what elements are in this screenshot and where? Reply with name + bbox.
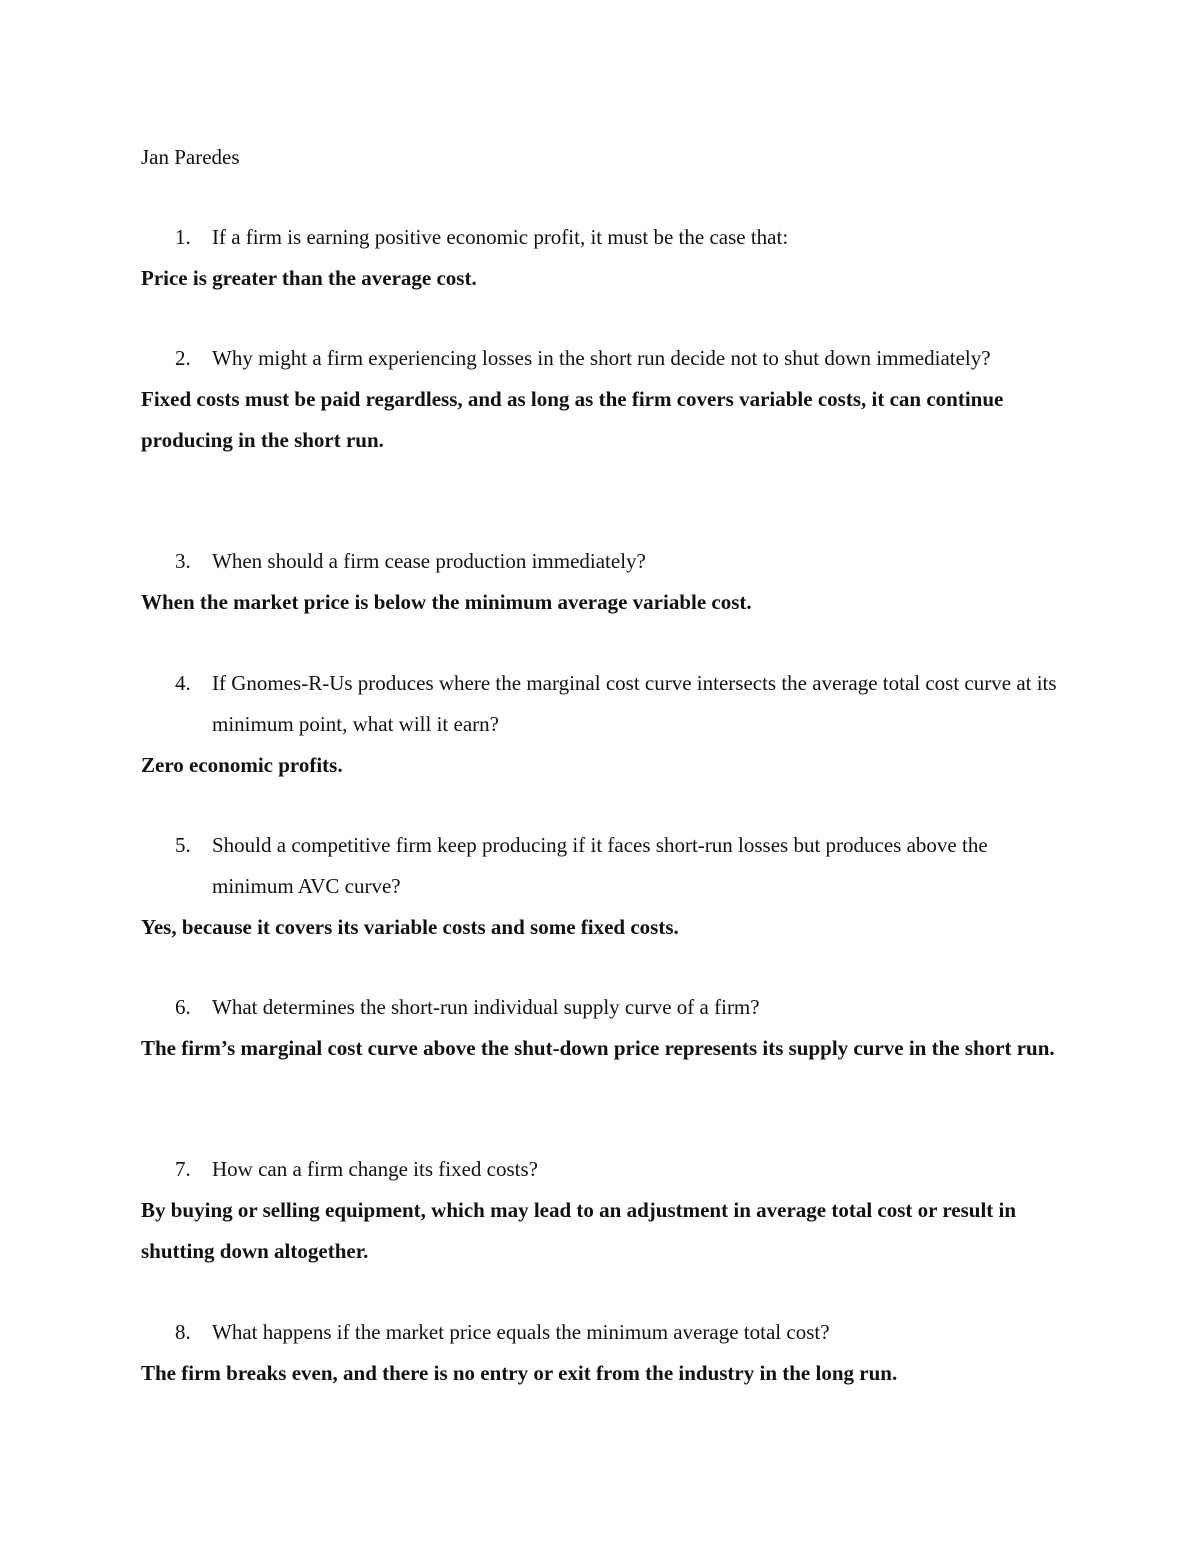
question-text: Should a competitive firm keep producing if it faces short-run losses but produces above the minimum AVC curve? bbox=[212, 833, 988, 898]
author-name: Jan Paredes bbox=[141, 145, 240, 169]
qa-item-5 bbox=[0, 825, 1200, 948]
question-8 bbox=[0, 1312, 1200, 1353]
answer-7: By buying or selling equipment, which may lead to an adjustment in average total cost or result in shutting down altogether. bbox=[141, 1198, 1017, 1263]
answer-3: When the market price is below the minimum average variable cost. bbox=[141, 590, 752, 614]
answer-5: Yes, because it covers its variable costs and some fixed costs. bbox=[141, 915, 679, 939]
question-7 bbox=[0, 1149, 1200, 1190]
question-5 bbox=[0, 825, 1200, 907]
qa-item-4 bbox=[0, 663, 1200, 786]
qa-item-3 bbox=[0, 541, 1200, 623]
answer-6: The firm’s marginal cost curve above the shut-down price represents its supply curve in the short run. bbox=[141, 1036, 1055, 1060]
question-text: If a firm is earning positive economic profit, it must be the case that: bbox=[212, 225, 789, 249]
question-2 bbox=[0, 338, 1200, 379]
question-3 bbox=[0, 541, 1200, 582]
question-number: 4. bbox=[175, 671, 191, 695]
qa-item-7 bbox=[0, 1149, 1200, 1272]
question-1 bbox=[0, 217, 1200, 258]
question-number: 6. bbox=[175, 995, 191, 1019]
question-text: How can a firm change its fixed costs? bbox=[212, 1157, 538, 1181]
question-number: 8. bbox=[175, 1320, 191, 1344]
qa-item-8 bbox=[0, 1312, 1200, 1394]
qa-item-2 bbox=[0, 338, 1200, 461]
answer-2: Fixed costs must be paid regardless, and as long as the firm covers variable costs, it can continue producing in the short run. bbox=[141, 387, 1004, 452]
qa-item-6 bbox=[0, 987, 1200, 1069]
question-number: 1. bbox=[175, 225, 191, 249]
answer-8: The firm breaks even, and there is no entry or exit from the industry in the long run. bbox=[141, 1361, 898, 1385]
question-6 bbox=[0, 987, 1200, 1028]
question-text: Why might a firm experiencing losses in the short run decide not to shut down immediately? bbox=[212, 346, 991, 370]
question-number: 2. bbox=[175, 346, 191, 370]
qa-item-1 bbox=[0, 217, 1200, 299]
question-number: 5. bbox=[175, 833, 191, 857]
question-number: 3. bbox=[175, 549, 191, 573]
question-text: What happens if the market price equals the minimum average total cost? bbox=[212, 1320, 830, 1344]
question-text: When should a firm cease production immediately? bbox=[212, 549, 646, 573]
question-number: 7. bbox=[175, 1157, 191, 1181]
question-4 bbox=[0, 663, 1200, 745]
answer-1: Price is greater than the average cost. bbox=[141, 266, 477, 290]
answer-4: Zero economic profits. bbox=[141, 753, 343, 777]
question-text: What determines the short-run individual supply curve of a firm? bbox=[212, 995, 760, 1019]
question-text: If Gnomes-R-Us produces where the marginal cost curve intersects the average total cost curve at its minimum point, what will it earn? bbox=[212, 671, 1057, 736]
